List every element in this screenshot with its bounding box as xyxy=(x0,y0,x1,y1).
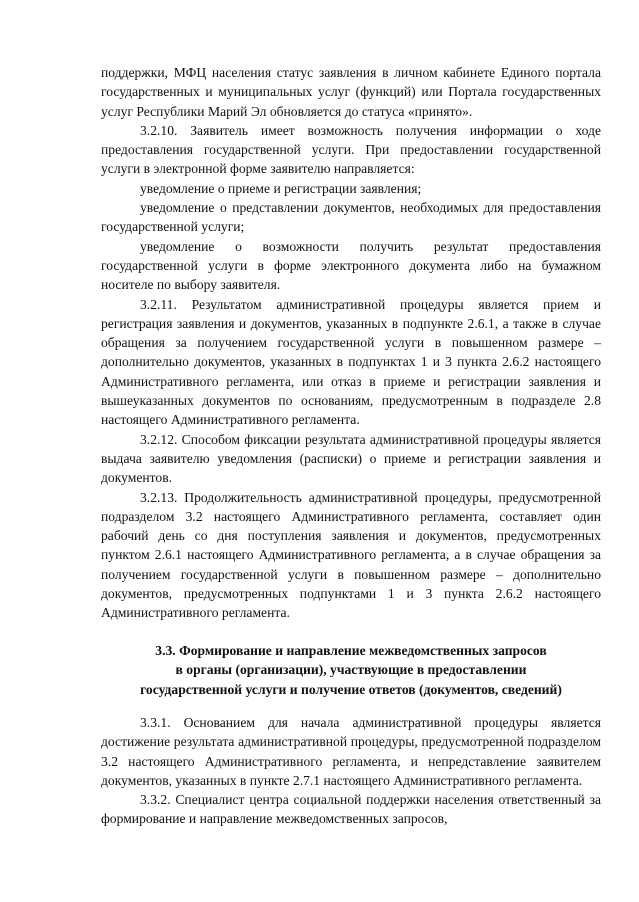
paragraph-3-3-2: 3.3.2. Специалист центра социальной поддержки населения ответственный за формирование и направление межведомственных запросов, xyxy=(101,792,601,827)
paragraph-3-2-12: 3.2.12. Способом фиксации результата административной процедуры является выдача заявителю уведомления (расписки) о приеме и регистрации заявления и документов. xyxy=(101,431,601,486)
heading-line: 3.3. Формирование и направление межведомственных запросов xyxy=(155,643,547,658)
paragraph-3-2-11: 3.2.11. Результатом административной процедуры является прием и регистрация заявления и документов, указанных в подпункте 2.6.1, а также в случае обращения за получением государственной услуги в повышенном размере – дополнительно документов, указанных в подпунктах 1 и 3 пункта 2.6.2 настоящего Административного регламента, или отказ в приеме и регистрации заявления и вышеуказанных документов по основаниям, предусмотренным в подразделе 2.8 настоящего Административного регламента. xyxy=(101,296,601,428)
section-text xyxy=(101,713,601,829)
list-item-notification-documents: уведомление о представлении документов, необходимых для предоставления государственной услуги; xyxy=(101,200,601,235)
paragraph-continuation: поддержки, МФЦ населения статус заявления в личном кабинете Единого портала государственных и муниципальных услуг (функций) или Портала государственных услуг Республики Марий Эл обновляется до статуса «принято». xyxy=(101,65,601,119)
paragraph-3-2-10: 3.2.10. Заявитель имеет возможность получения информации о ходе предоставления государственной услуги. При предоставлении государственной услуги в электронной форме заявителю направляется: xyxy=(101,122,601,177)
body-text xyxy=(101,63,601,623)
paragraph-3-2-13: 3.2.13. Продолжительность административной процедуры, предусмотренной подразделом 3.2 настоящего Административного регламента, составляет один рабочий день со дня поступления заявления и документов, предусмотренных пунктом 2.6.1 настоящего Административного регламента, а в случае обращения за получением государственной услуги в повышенном размере – дополнительно документов, предусмотренных подпунктами 1 и 3 пункта 2.6.2 настоящего Административного регламента. xyxy=(101,489,601,621)
heading-line: в органы (организации), участвующие в предоставлении xyxy=(175,662,527,678)
paragraph-3-3-1: 3.3.1. Основанием для начала административной процедуры является достижение результата административной процедуры, предусмотренной подразделом 3.2 настоящего Административного регламента, и непредставление заявителем документов, указанных в пункте 2.7.1 настоящего Административного регламента. xyxy=(101,715,601,788)
list-item-notification-receipt: уведомление о приеме и регистрации заявления; xyxy=(140,180,422,196)
list-item-notification-result: уведомление о возможности получить результат предоставления государственной услуги в форме электронного документа либо на бумажном носителе по выбору заявителя. xyxy=(101,238,601,293)
section-heading-3-3 xyxy=(101,641,601,699)
heading-line: государственной услуги и получение ответов (документов, сведений) xyxy=(140,681,562,697)
